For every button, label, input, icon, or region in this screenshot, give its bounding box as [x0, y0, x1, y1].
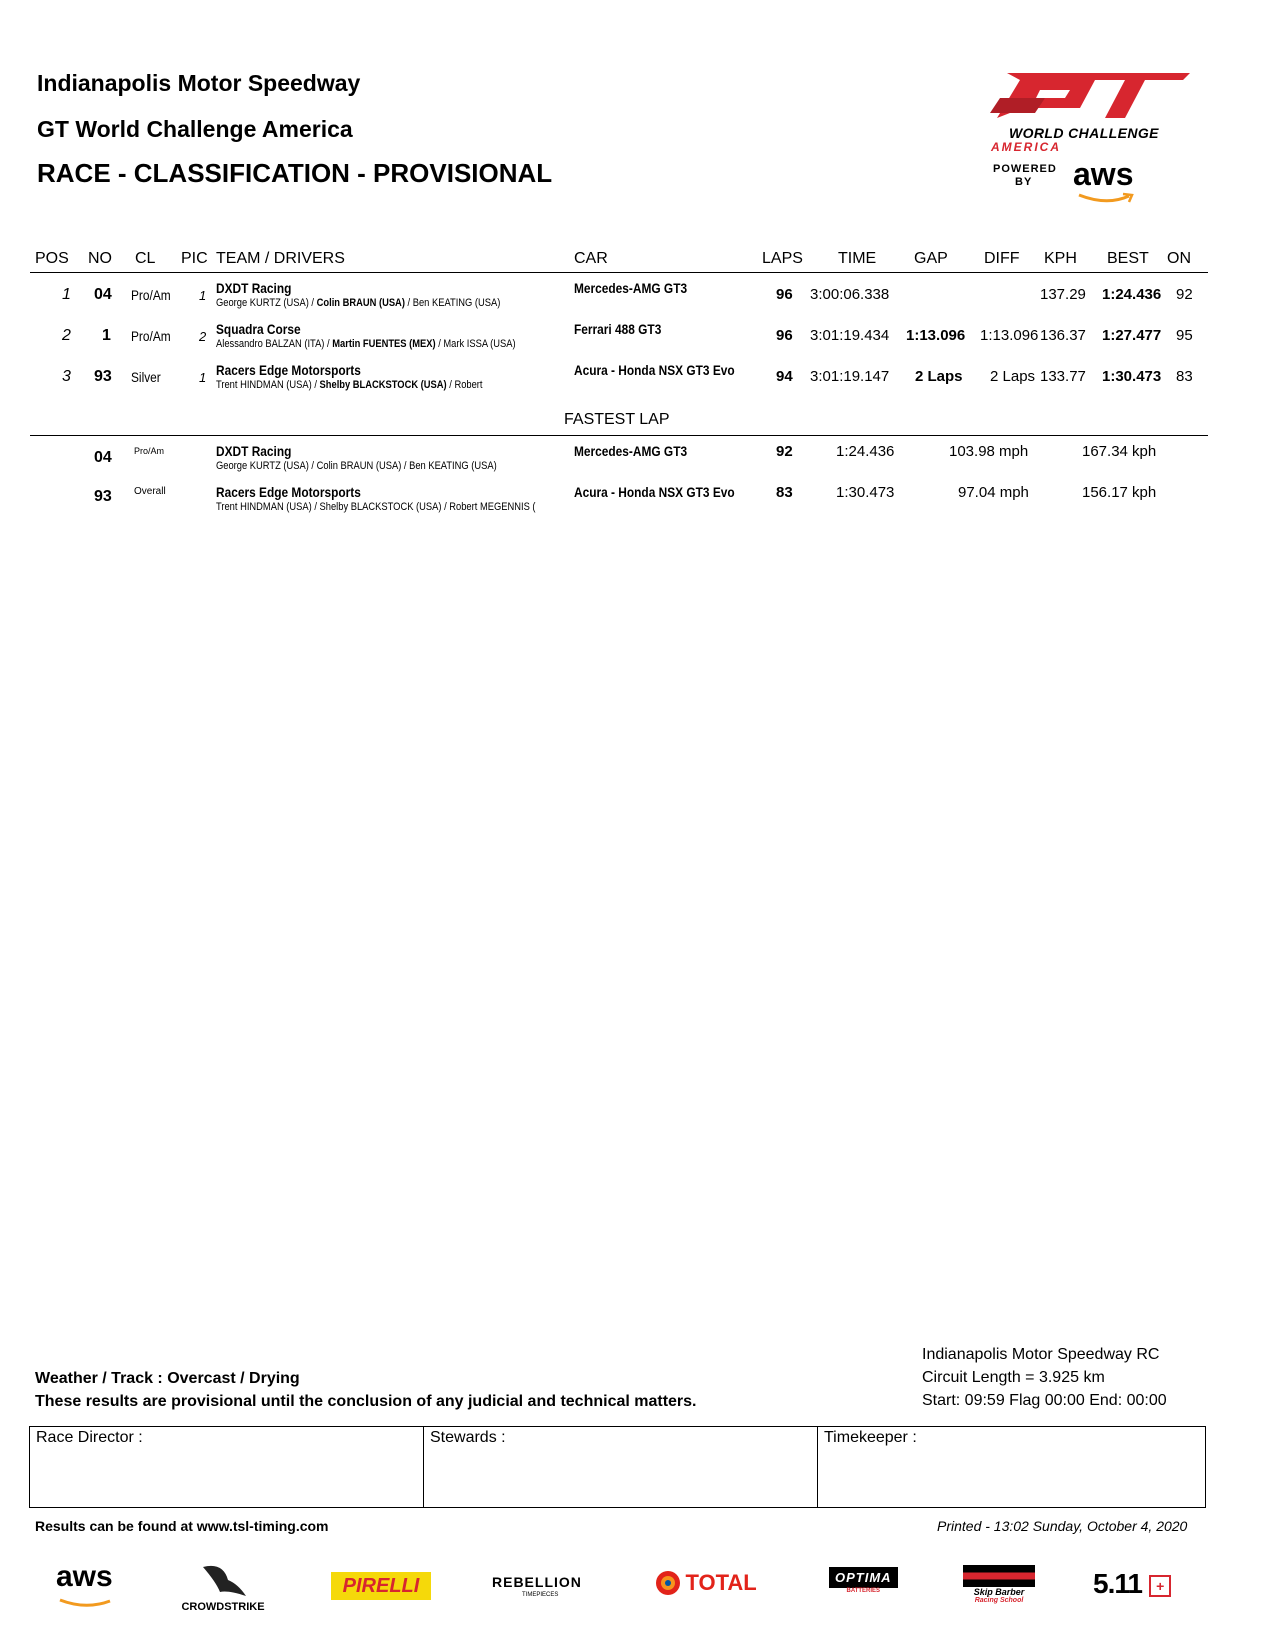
result-time: 3:01:19.147: [810, 368, 890, 385]
result-no: 1: [102, 327, 111, 344]
result-laps: 94: [776, 368, 793, 385]
fastest-lap-number: 83: [776, 484, 793, 501]
fastest-time: 1:30.473: [836, 484, 895, 501]
fastest-team: DXDT Racing: [216, 443, 292, 459]
logo-powered-by: [993, 163, 1057, 189]
total-swirl-icon: [655, 1570, 681, 1596]
result-team: Racers Edge Motorsports: [216, 362, 361, 378]
fastest-mph: 103.98 mph: [949, 443, 1029, 460]
result-gap: 2 Laps: [915, 368, 963, 385]
result-on: 95: [1176, 327, 1193, 344]
stewards-cell: [424, 1427, 818, 1507]
fastest-mph: 97.04 mph: [958, 484, 1029, 501]
result-row: [30, 362, 1210, 402]
logo-america-text: AMERICA: [991, 140, 1061, 154]
result-kph: 133.77: [1040, 368, 1086, 385]
result-gap: 1:13.096: [906, 327, 966, 344]
circuit-length: Circuit Length = 3.925 km: [922, 1369, 1105, 1386]
result-best: 1:30.473: [1102, 368, 1162, 385]
fastest-time: 1:24.436: [836, 443, 895, 460]
fastest-drivers: George KURTZ (USA) / Colin BRAUN (USA) / Ben KEATING (USA): [216, 460, 497, 472]
result-laps: 96: [776, 286, 793, 303]
result-class: Pro/Am: [131, 287, 171, 303]
provisional-notice: These results are provisional until the conclusion of any judicial and technical matters.: [35, 1393, 697, 1410]
col-header-team: TEAM / DRIVERS: [216, 250, 345, 267]
fastest-lap-divider: [30, 435, 1208, 436]
fastest-drivers: Trent HINDMAN (USA) / Shelby BLACKSTOCK (USA) / Robert MEGENNIS (: [216, 501, 536, 513]
result-row: [30, 280, 1210, 320]
stewards-label: Stewards :: [430, 1429, 506, 1446]
logo-world-challenge-text: WORLD CHALLENGE: [1009, 125, 1159, 141]
result-time: 3:01:19.434: [810, 327, 890, 344]
fastest-lap-row: [30, 484, 1210, 524]
result-pic: 1: [199, 370, 207, 385]
result-pos: 2: [62, 327, 71, 344]
result-pos: 1: [62, 286, 71, 303]
result-pic: 2: [199, 329, 207, 344]
sponsor-pirelli: PIRELLI: [331, 1572, 431, 1600]
aws-sponsor-smile-icon: [58, 1598, 118, 1610]
fastest-class: Pro/Am: [134, 446, 165, 456]
result-drivers: Trent HINDMAN (USA) / Shelby BLACKSTOCK (USA) / Robert: [216, 379, 483, 391]
sponsor-aws: aws: [56, 1560, 113, 1594]
result-pic: 1: [199, 288, 207, 303]
sponsor-optima: OPTIMA BATTERIES: [829, 1567, 898, 1594]
fastest-kph: 167.34 kph: [1082, 443, 1157, 460]
result-car: Ferrari 488 GT3: [574, 321, 662, 337]
col-header-best: BEST: [1107, 250, 1149, 267]
result-row: [30, 321, 1210, 361]
result-car: Acura - Honda NSX GT3 Evo: [574, 362, 735, 378]
fastest-class: Overall: [134, 486, 166, 497]
result-on: 92: [1176, 286, 1193, 303]
aws-smile-icon: [1077, 192, 1137, 206]
result-laps: 96: [776, 327, 793, 344]
fastest-kph: 156.17 kph: [1082, 484, 1157, 501]
col-header-pos: POS: [35, 250, 69, 267]
result-no: 93: [94, 368, 112, 385]
result-best: 1:27.477: [1102, 327, 1162, 344]
gt-logo-mark-icon: [985, 68, 1195, 128]
logo-powered-text: POWERED: [993, 163, 1057, 175]
timekeeper-label: Timekeeper :: [824, 1429, 917, 1446]
col-header-diff: DIFF: [984, 250, 1020, 267]
col-header-time: TIME: [838, 250, 877, 267]
col-header-kph: KPH: [1044, 250, 1077, 267]
result-diff: 1:13.096: [980, 327, 1039, 344]
fastest-car: Acura - Honda NSX GT3 Evo: [574, 484, 735, 500]
fastest-lap-title: FASTEST LAP: [564, 411, 670, 428]
plus-box-icon: +: [1149, 1575, 1171, 1597]
fastest-team: Racers Edge Motorsports: [216, 484, 361, 500]
header-divider: [30, 272, 1208, 273]
result-no: 04: [94, 286, 112, 303]
sponsor-skip-barber: Skip Barber Racing School: [963, 1565, 1035, 1604]
result-class: Silver: [131, 369, 161, 385]
col-header-pic: PIC: [181, 250, 208, 267]
signature-box: [29, 1426, 1206, 1508]
col-header-cl: CL: [135, 250, 156, 267]
document-title: RACE - CLASSIFICATION - PROVISIONAL: [37, 158, 553, 188]
sponsor-total: TOTAL: [655, 1570, 757, 1596]
col-header-laps: LAPS: [762, 250, 803, 267]
result-car: Mercedes-AMG GT3: [574, 280, 688, 296]
session-times: Start: 09:59 Flag 00:00 End: 00:00: [922, 1392, 1167, 1409]
result-diff: 2 Laps: [990, 368, 1036, 385]
result-kph: 137.29: [1040, 286, 1086, 303]
col-header-no: NO: [88, 250, 112, 267]
sponsor-rebellion: REBELLION TIMEPIECES: [492, 1574, 582, 1598]
result-time: 3:00:06.338: [810, 286, 890, 303]
fastest-lap-number: 92: [776, 443, 793, 460]
result-class: Pro/Am: [131, 328, 171, 344]
fastest-no: 93: [94, 488, 112, 505]
result-drivers: Alessandro BALZAN (ITA) / Martin FUENTES (MEX) / Mark ISSA (USA): [216, 338, 516, 350]
circuit-name: Indianapolis Motor Speedway RC: [922, 1346, 1160, 1363]
fastest-car: Mercedes-AMG GT3: [574, 443, 688, 459]
result-drivers: George KURTZ (USA) / Colin BRAUN (USA) / Ben KEATING (USA): [216, 297, 501, 309]
result-pos: 3: [62, 368, 71, 385]
weather-track: Weather / Track : Overcast / Drying: [35, 1370, 300, 1387]
col-header-on: ON: [1167, 250, 1191, 267]
col-header-car: CAR: [574, 250, 608, 267]
result-kph: 136.37: [1040, 327, 1086, 344]
sponsor-511: 5.11 +: [1093, 1568, 1171, 1600]
result-best: 1:24.436: [1102, 286, 1162, 303]
falcon-icon: [198, 1562, 248, 1598]
fastest-lap-row: [30, 443, 1210, 483]
col-header-gap: GAP: [914, 250, 948, 267]
race-director-label: Race Director :: [36, 1429, 143, 1446]
fastest-no: 04: [94, 449, 112, 466]
logo-by-text: BY: [1015, 176, 1033, 188]
result-on: 83: [1176, 368, 1193, 385]
results-url: Results can be found at www.tsl-timing.com: [35, 1518, 329, 1534]
timekeeper-cell: [818, 1427, 1205, 1507]
printed-timestamp: Printed - 13:02 Sunday, October 4, 2020: [937, 1518, 1188, 1534]
series-title: GT World Challenge America: [37, 116, 353, 142]
venue-title: Indianapolis Motor Speedway: [37, 70, 361, 96]
skip-barber-flag-icon: [963, 1565, 1035, 1587]
gt-world-challenge-logo: [985, 68, 1195, 213]
logo-aws-text: aws: [1073, 156, 1134, 192]
sponsor-crowdstrike: CROWDSTRIKE: [178, 1562, 268, 1613]
result-team: DXDT Racing: [216, 280, 292, 296]
race-director-cell: [30, 1427, 424, 1507]
result-team: Squadra Corse: [216, 321, 301, 337]
